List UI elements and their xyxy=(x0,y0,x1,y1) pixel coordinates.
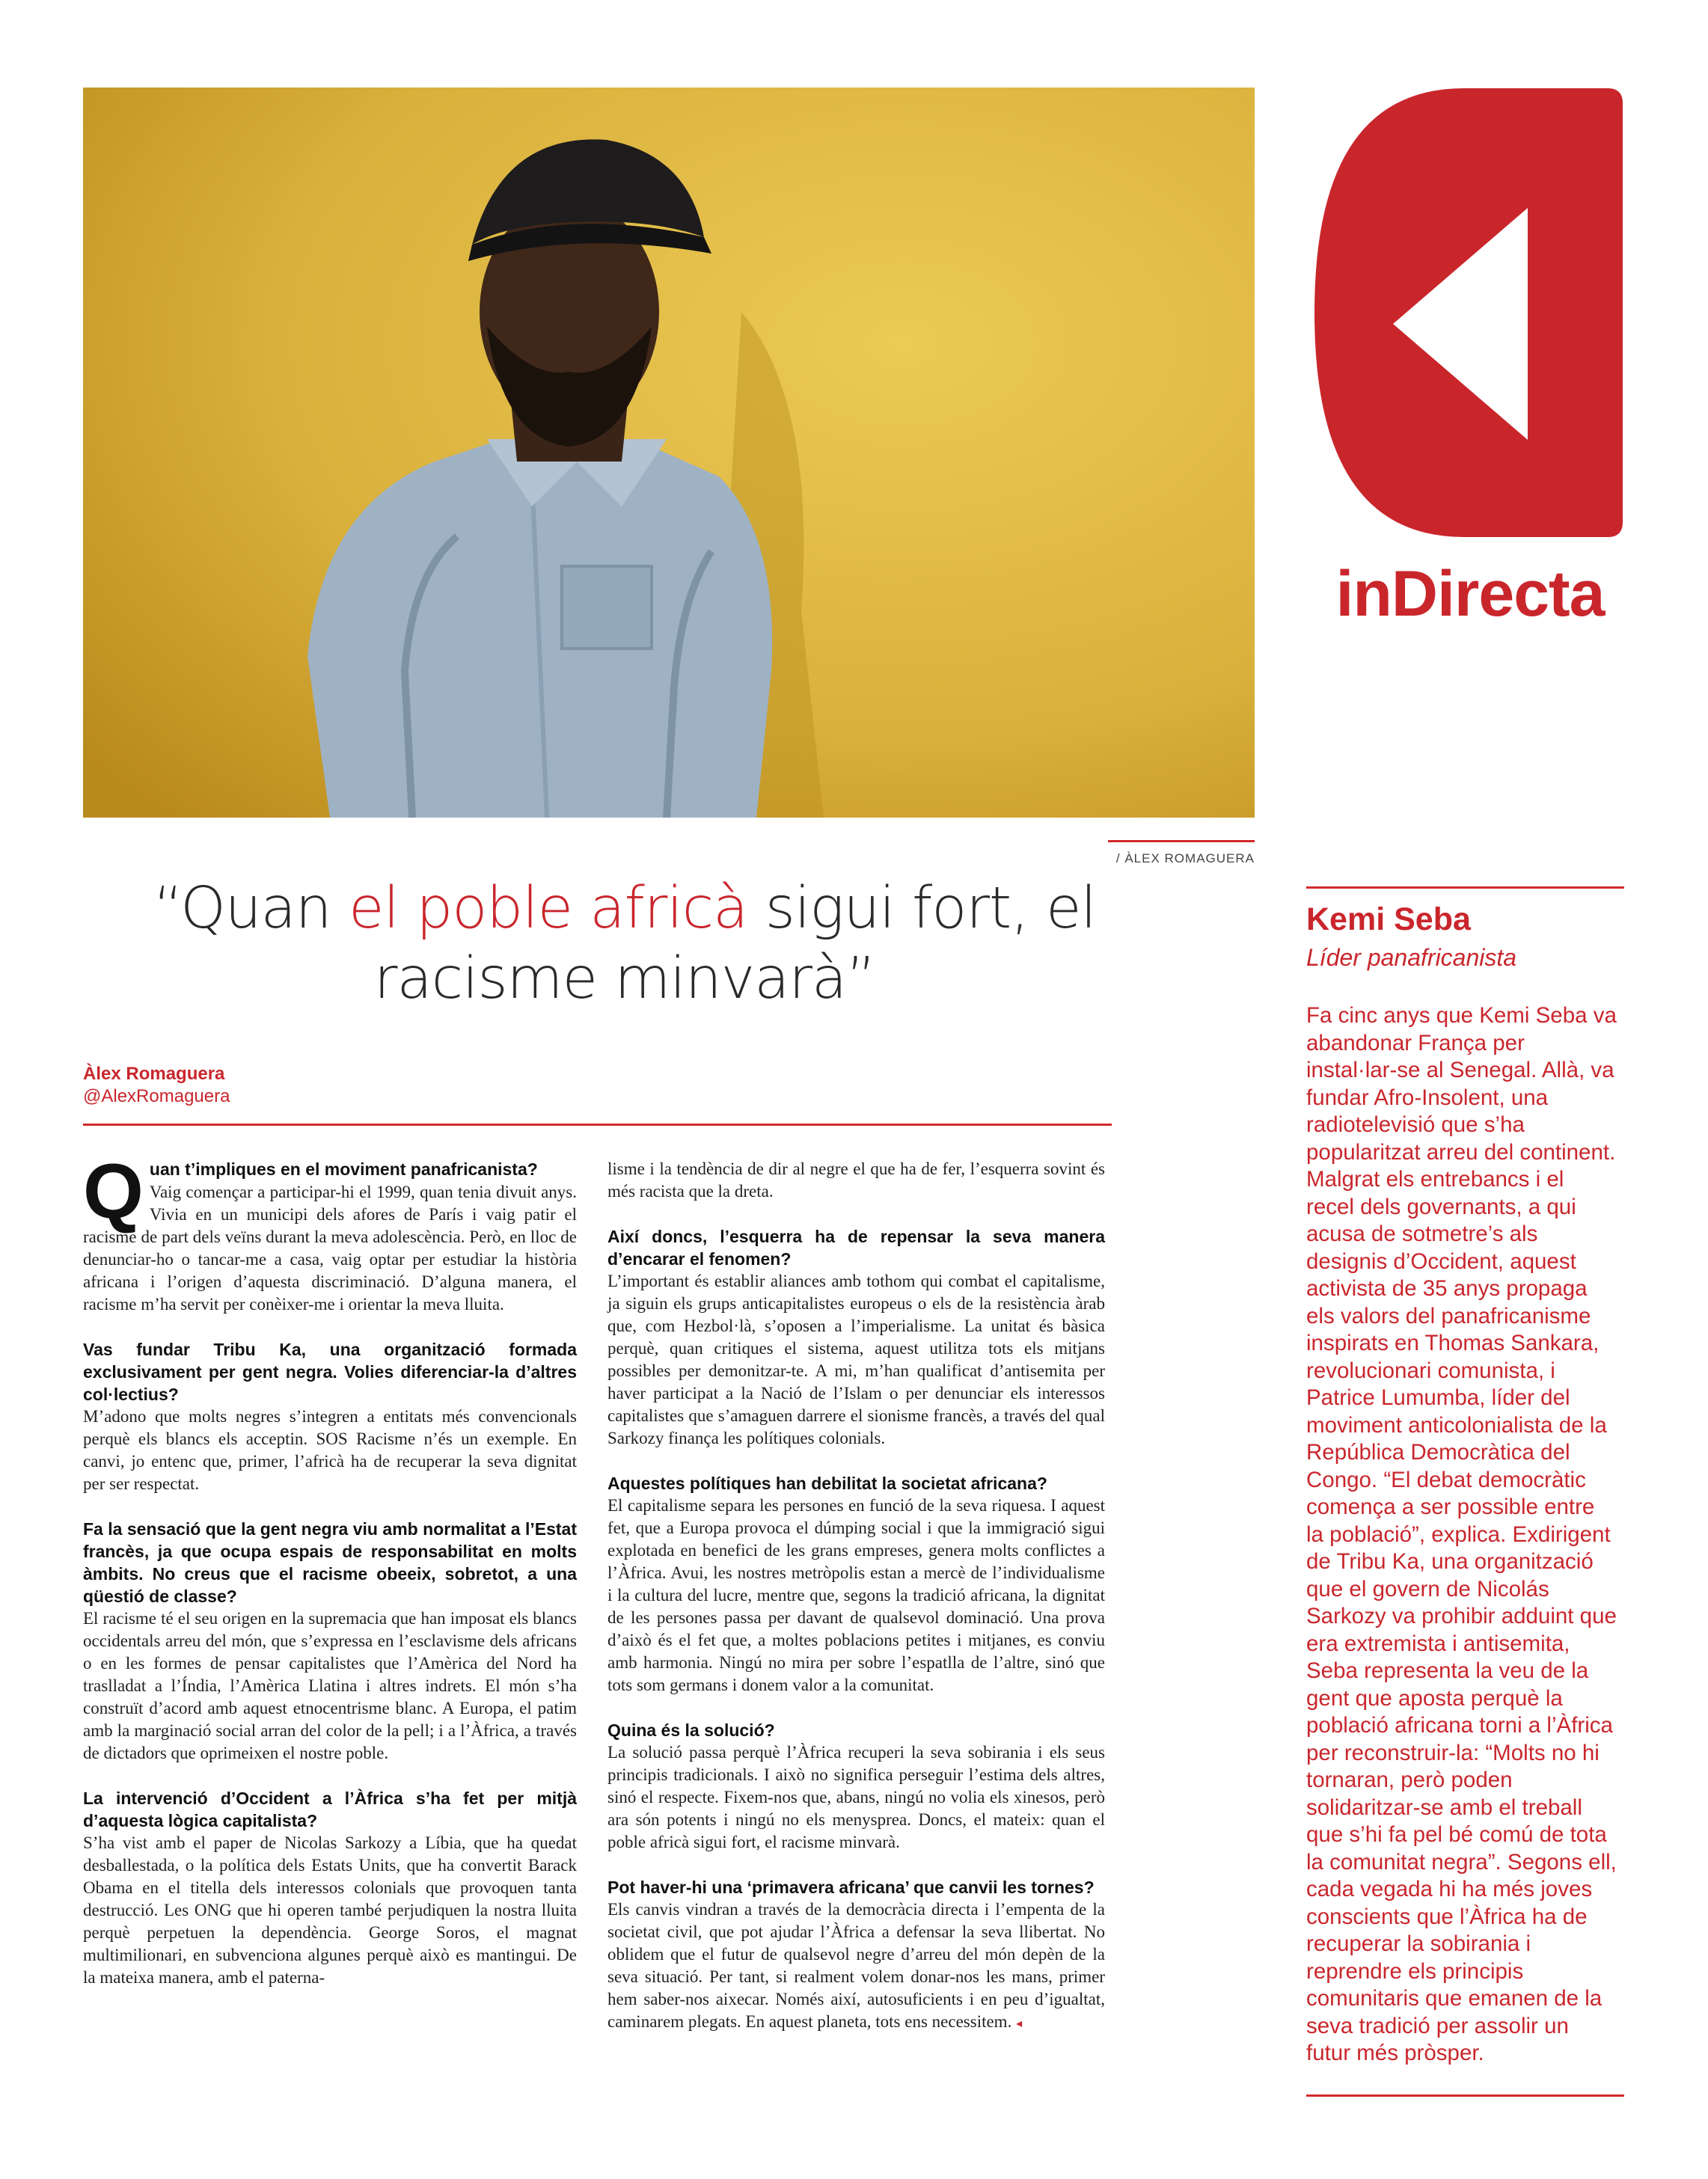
sidebar-rule-top xyxy=(1306,886,1624,889)
article-column-1 xyxy=(83,1148,577,2011)
credit-rule xyxy=(1108,840,1255,842)
question: Aquestes polítiques han debilitat la societat africana? xyxy=(607,1474,1047,1493)
answer-paragraph xyxy=(83,1148,577,1316)
person-illustration xyxy=(83,88,1255,818)
answer-paragraph xyxy=(607,1876,1105,2035)
answer-paragraph xyxy=(83,1338,577,1495)
photo-credit: / ÀLEX ROMAGUERA xyxy=(1115,851,1255,865)
sidebar-bio: Fa cinc anys que Kemi Seba va abandonar França per instal·lar-se al Senegal. Allà, va fundar Afro-Insolent, una radiotelevisió que s’ha popularitzat arreu del continent. Malgrat els entrebancs i el recel dels governants, a qui acusa de sotmetre’s als designis d’Occident, aquest activista de 35 anys propaga els valors del panafricanisme inspirats en Thomas Sankara, revolucionari comunista, i Patrice Lumumba, líder del moviment anticolonialista de la República Democràtica del Congo. “El debat democràtic comença a ser possible entre la població”, explica. Exdirigent de Tribu Ka, una organització que el govern de Nicolás Sarkozy va prohibir adduint que era extremista i antisemita, Seba representa la veu de la gent que aposta perquè la població africana torni a l’Àfrica per reconstruir-la: “Molts no hi tornaran, però poden solidaritzar-se amb el treball que s’hi fa pel bé comú de tota la comunitat negra”. Segons ell, cada vegada hi ha més joves conscients que l’Àfrica ha de recuperar la sobirania i reprendre els principis comunitaris que emanen de la seva tradició per assolir un futur més pròsper. xyxy=(1306,1003,1617,2065)
end-mark-icon: ◂ xyxy=(1016,2017,1023,2030)
drop-cap: Q xyxy=(83,1148,144,1235)
article-column-2 xyxy=(607,1158,1105,2058)
sidebar-rule-bottom xyxy=(1306,2094,1624,2097)
question: Vas fundar Tribu Ka, una organització formada exclusivament per gent negra. Volies diferenciar-la d’altres col·lectius? xyxy=(83,1340,577,1404)
headline xyxy=(142,874,1107,1014)
sidebar-name: Kemi Seba xyxy=(1306,901,1471,937)
headline-close: sigui fort, el racisme minvarà” xyxy=(373,875,1096,1012)
answer-paragraph xyxy=(607,1158,1105,1203)
author-handle[interactable]: @AlexRomaguera xyxy=(83,1086,230,1106)
question: La intervenció d’Occident a l’Àfrica s’ha fet per mitjà d’aquesta lògica capitalista? xyxy=(83,1789,577,1830)
question: Quina és la solució? xyxy=(607,1720,775,1740)
answer-text: lisme i la tendència de dir al negre el que ha de fer, l’esquerra sovint és més racista que la dreta. xyxy=(607,1159,1105,1201)
headline-highlight: el poble africà xyxy=(349,875,748,942)
answer-paragraph xyxy=(607,1719,1105,1854)
answer-text: Vaig començar a participar-hi el 1999, quan tenia divuit anys. Vivia en un municipi dels afores de París i vaig patir el racisme de part dels veïns durant la meva adolescència. Però, en lloc de denunciar-ho o tancar-me a casa, vaig optar per estudiar la història africana i l’origen d’aquesta discriminació. D’alguna manera, el racisme m’ha servit per conèixer-me i orientar la meva lluita. xyxy=(83,1183,577,1314)
answer-text: M’adono que molts negres s’integren a entitats més convencionals perquè els blancs els acceptin. SOS Racisme n’és un exemple. En canvi, jo entenc que, primer, l’africà ha de recuperar la seva dignitat per ser respectat. xyxy=(83,1407,577,1493)
byline-rule xyxy=(83,1124,1112,1126)
question: uan t’impliques en el moviment panafricanista? xyxy=(149,1159,538,1179)
question: Així doncs, l’esquerra ha de repensar la seva manera d’encarar el fenomen? xyxy=(607,1227,1105,1269)
answer-text: El capitalisme separa les persones en funció de la seva riquesa. I aquest fet, que a Europa provoca el dúmping social i que la immigració sigui explotada en benefici de les grans empreses, genera molts conflictes a l’Àfrica. Avui, les nostres metròpolis estan a mercè de l’individualisme i la cultura del lucre, mentre que, segons la tradició africana, la dignitat de les persones passa per davant de qualsevol dominació. Una prova d’això és el fet que, a moltes poblacions petites i mitjanes, es conviu amb harmonia. Ningú no mira per sobre l’espatlla de l’altre, sinó que tots som germans i donem valor a la comunitat. xyxy=(607,1496,1105,1694)
answer-text: L’important és establir aliances amb tothom qui combat el capitalisme, ja siguin els grups anticapitalistes europeus o els de la resistència àrab que, com Hezbol·là, s’oposen a l’imperialisme. La unitat és bàsica perquè, quan critiques el sistema, aquest utilitza tots els mitjans possibles per demonitzar-te. A mi, m’han qualificat d’antisemita per haver participat a la Nació de l’Islam o per denunciar els interessos capitalistes que s’amaguen darrere el sionisme francès, a través del qual Sarkozy finança les polítiques colonials. xyxy=(607,1272,1105,1447)
answer-paragraph xyxy=(607,1472,1105,1697)
question: Fa la sensació que la gent negra viu amb normalitat a l’Estat francès, ja que ocupa espais de responsabilitat en molts àmbits. No creus que el racisme obeeix, sobretot, a una qüestió de classe? xyxy=(83,1519,577,1606)
answer-text: Els canvis vindran a través de la democràcia directa i l’empenta de la societat civil, que pot ajudar l’Àfrica a defensar la seva llibertat. No oblidem que el futur de qualsevol negre d’arreu del món depèn de la seva situació. Per tant, si realment volem donar-nos les mans, primer hem saber-nos aixecar. Només així, autosuficients i en peu d’igualtat, caminarem plegats. En aquest planeta, tots ens necessitem. xyxy=(607,1900,1105,2031)
triangle-play-logo-icon xyxy=(1314,88,1623,537)
headline-open: “Quan xyxy=(153,875,349,942)
answer-paragraph xyxy=(607,1225,1105,1450)
answer-text: La solució passa perquè l’Àfrica recuperi la seva sobirania i els seus principis tradicionals. I això no significa perseguir l’estima dels altres, sinó el respecte. Fixem-nos que, abans, ningú no volia els xinesos, però ara són potents i ningú no els menysprea. Doncs, el mateix: quan el poble africà sigui fort, el racisme minvarà. xyxy=(607,1743,1105,1851)
portrait-photo xyxy=(83,88,1255,818)
answer-paragraph xyxy=(83,1787,577,1989)
answer-text: S’ha vist amb el paper de Nicolas Sarkozy a Líbia, que ha quedat desballestada, o la política dels Estats Units, que ha convertit Barack Obama en el titella dels interessos colonials que provoquen tanta destrucció. Les ONG que hi operen també perjudiquen la nostra lluita perquè perpetuen la dependència. George Soros, el magnat multimilionari, en subvenciona algunes perquè això es mantingui. De la mateixa manera, amb el paterna- xyxy=(83,1833,577,1987)
answer-paragraph xyxy=(83,1518,577,1765)
question: Pot haver-hi una ‘primavera africana’ que canvii les tornes? xyxy=(607,1878,1095,1897)
author-name: Àlex Romaguera xyxy=(83,1064,225,1084)
sidebar-role: Líder panafricanista xyxy=(1306,944,1517,971)
answer-text: El racisme té el seu origen en la supremacia que han imposat els blancs occidentals arreu del món, que s’expressa en l’esclavisme dels africans o en les formes de pensar capitalistes que l’Amèrica del Nord ha traslladat a l’Índia, l’Amèrica Llatina i altres indrets. El món s’ha construït d’acord amb aquest etnocentrisme blanc. A Europa, el patim amb la marginació social arran del color de la pell; i a l’Àfrica, a través de dictadors que oprimeixen el nostre poble. xyxy=(83,1609,577,1762)
brand-name: inDirecta xyxy=(1335,558,1605,630)
